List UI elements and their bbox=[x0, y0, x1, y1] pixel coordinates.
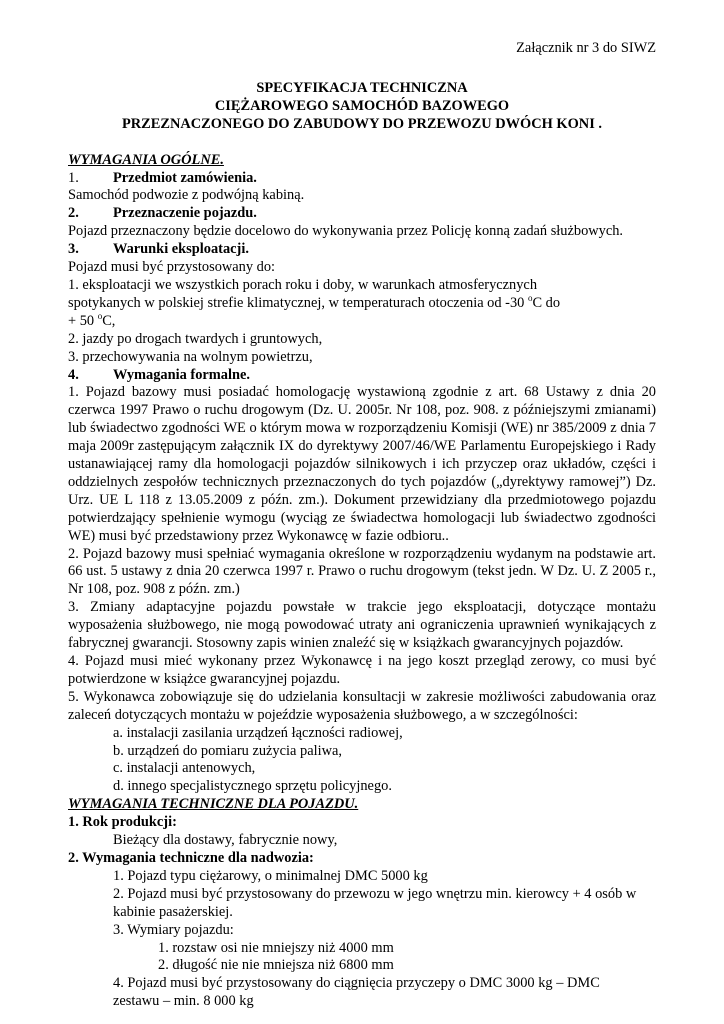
item-3-intro: Pojazd musi być przystosowany do: bbox=[68, 259, 276, 276]
item-3-line bbox=[68, 310, 656, 331]
item-3-line: 1. eksploatacji we wszystkich porach roku i doby, w warunkach atmosferycznych bbox=[68, 276, 538, 293]
item-4-paragraph-2: 2. Pojazd bazowy musi spełniać wymagania określone w rozporządzeniu wydanym na podstawie art. 66 ust. 5 ustawy z dnia 20 czerwca 1997 r. Prawo o ruchu drogowym (tekst jedn. W Dz. U. Z 2005 r., Nr 108, poz. 908 z późn. zm.) bbox=[68, 545, 656, 598]
section-2-item: 4. Pojazd musi być przystosowany do ciągnięcia przyczepy o DMC 3000 kg – DMC bbox=[113, 975, 600, 992]
list-item: b. urządzeń do pomiaru zużycia paliwa, bbox=[113, 742, 342, 759]
degree-sup: o bbox=[527, 293, 533, 304]
section-1-heading: 1. Rok produkcji: bbox=[68, 814, 177, 831]
item-4-paragraph-1: 1. Pojazd bazowy musi posiadać homologację wystawioną zgodnie z art. 68 Ustawy z dnia 20 czerwca 1997 Prawo o ruchu drogowym (Dz. U. 2005r. Nr 108, poz. 908. z późniejszymi zmianami) lub świadectwo zgodności WE o którym mowa w rozporządzeniu Komisji (WE) nr 385/2009 z dnia 7 maja 2009r zastępującym załącznik IX do dyrektywy 2007/46/WE Parlamentu Europejskiego i Rady ustanawiającej ramy dla homologacji pojazdów silnikowych i ich przyczep oraz układów, części i oddzielnych zespołów technicznych przeznaczonych do tych pojazdów („dyrektywy ramowej”) Dz. Urz. UE L 118 z 13.05.2009 z późn. zm.). Dokument przewidziany dla przedmiotowego pojazdu potwierdzający spełnienie wymogu (wyciąg ze świadectwa homologacji lub świadectwo zgodności WE) musi być przedstawiony przez Wykonawcę w fazie odbioru.. bbox=[68, 384, 656, 544]
item-title: Warunki eksploatacji. bbox=[113, 241, 249, 258]
item-4-heading bbox=[68, 367, 656, 385]
section-2-item: 2. Pojazd musi być przystosowany do przewozu w jego wnętrzu min. kierowcy + 4 osób w bbox=[113, 885, 637, 902]
item-4-paragraph-5: 5. Wykonawca zobowiązuje się do udzielania konsultacji w zakresie możliwości zabudowania oraz zaleceń dotyczących montażu w pojeździe wyposażenia służbowego, a w szczególności: bbox=[68, 688, 656, 723]
general-requirements-heading: WYMAGANIA OGÓLNE. bbox=[68, 151, 224, 168]
section-2-subitem: 2. długość nie nie mniejsza niż 6800 mm bbox=[158, 957, 394, 974]
section-2-item: 3. Wymiary pojazdu: bbox=[113, 921, 234, 938]
section-2-item: kabinie pasażerskiej. bbox=[113, 903, 233, 920]
item-3-heading bbox=[68, 241, 656, 259]
title-line: CIĘŻAROWEGO SAMOCHÓD BAZOWEGO bbox=[214, 97, 510, 114]
item-number: 4. bbox=[68, 366, 79, 383]
list-item: a. instalacji zasilania urządzeń łączności radiowej, bbox=[113, 724, 403, 741]
item-4-paragraph-3: 3. Zmiany adaptacyjne pojazdu powstałe w trakcie jego eksploatacji, dotyczące montażu wyposażenia służbowego, nie mogą powodować utraty ani ograniczenia uprawnień wynikających z fabrycznej gwarancji. Stosowny zapis winien znaleźć się w książkach gwarancyjnych pojazdów. bbox=[68, 599, 656, 652]
text: + 50 bbox=[68, 312, 98, 329]
section-2-item: zestawu – min. 8 000 kg bbox=[113, 993, 254, 1010]
item-2-heading bbox=[68, 205, 656, 223]
item-3-line bbox=[68, 295, 656, 313]
item-number: 1. bbox=[68, 169, 79, 186]
item-title: Wymagania formalne. bbox=[113, 366, 250, 383]
item-3-line: 3. przechowywania na wolnym powietrzu, bbox=[68, 348, 313, 365]
section-2-heading: 2. Wymagania techniczne dla nadwozia: bbox=[68, 849, 314, 866]
text: spotykanych w polskiej strefie klimatycznej, w temperaturach otoczenia od -30 bbox=[68, 294, 528, 311]
section-1-text: Bieżący dla dostawy, fabrycznie nowy, bbox=[113, 832, 338, 849]
text: C do bbox=[532, 294, 561, 311]
item-1-text: Samochód podwozie z podwójną kabiną. bbox=[68, 187, 305, 204]
annex-label: Załącznik nr 3 do SIWZ bbox=[516, 40, 656, 56]
item-4-paragraph-4: 4. Pojazd musi mieć wykonany przez Wykonawcę i na jego koszt przegląd zerowy, co musi być potwierdzone w książce gwarancyjnej pojazdu. bbox=[68, 653, 656, 687]
section-2-subitem: 1. rozstaw osi nie mniejszy niż 4000 mm bbox=[158, 939, 394, 956]
document-title bbox=[68, 80, 656, 134]
section-2-item: 1. Pojazd typu ciężarowy, o minimalnej DMC 5000 kg bbox=[113, 867, 428, 884]
title-line: PRZEZNACZONEGO DO ZABUDOWY DO PRZEWOZU DWÓCH KONI . bbox=[122, 115, 602, 132]
item-2-text: Pojazd przeznaczony będzie docelowo do wykonywania przez Policję konną zadań służbowych. bbox=[68, 223, 624, 240]
item-title: Przeznaczenie pojazdu. bbox=[113, 205, 257, 222]
document-page bbox=[68, 40, 656, 1011]
title-line: SPECYFIKACJA TECHNICZNA bbox=[256, 79, 468, 96]
degree-sup: o bbox=[97, 310, 103, 321]
list-item: c. instalacji antenowych, bbox=[113, 760, 256, 777]
item-3-line: 2. jazdy po drogach twardych i gruntowych, bbox=[68, 330, 323, 347]
item-number: 3. bbox=[68, 241, 79, 258]
item-1-heading bbox=[68, 170, 656, 188]
item-number: 2. bbox=[68, 205, 79, 222]
item-title: Przedmiot zamówienia. bbox=[113, 169, 257, 186]
list-item: d. innego specjalistycznego sprzętu policyjnego. bbox=[113, 778, 392, 795]
text: C, bbox=[102, 312, 116, 329]
technical-requirements-heading: WYMAGANIA TECHNICZNE DLA POJAZDU. bbox=[68, 796, 359, 813]
